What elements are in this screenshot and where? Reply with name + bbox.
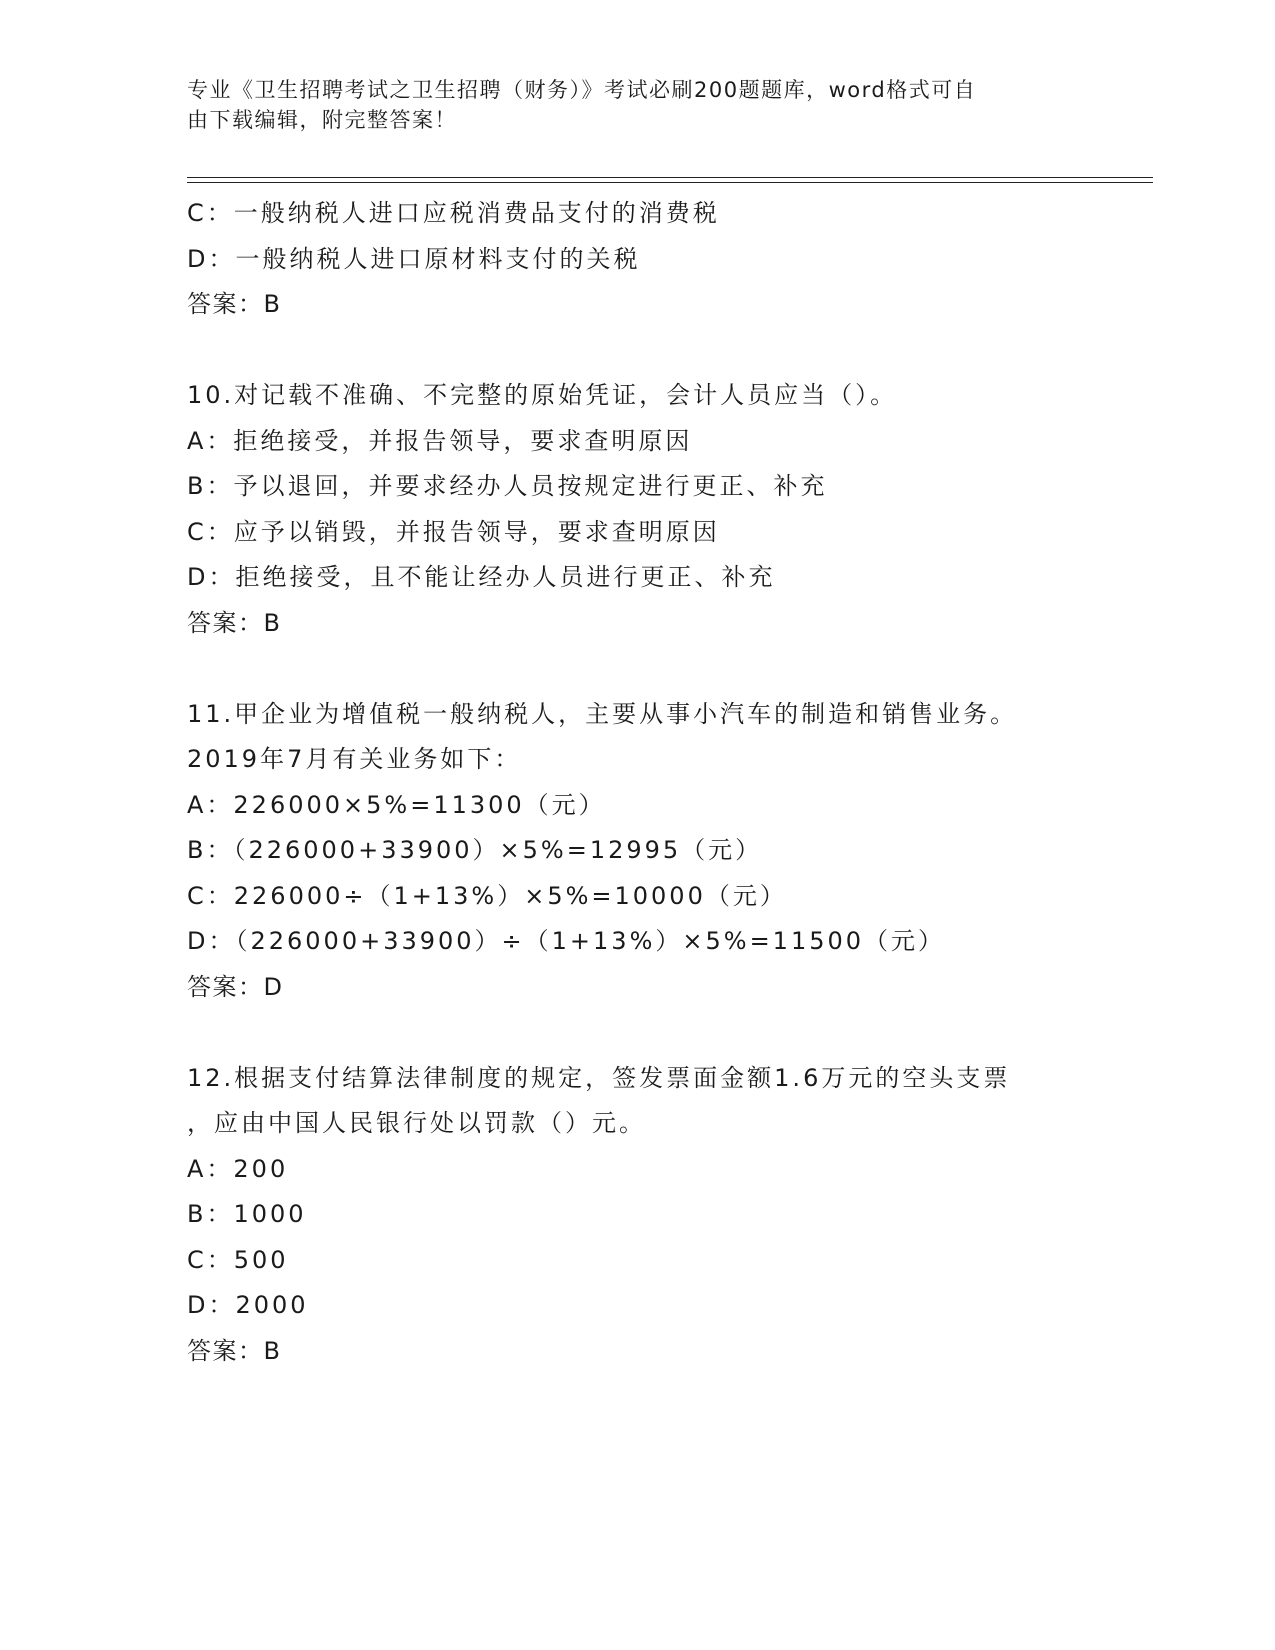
question-10 xyxy=(187,373,1187,646)
question-11-answer: 答案：D xyxy=(187,972,284,1001)
question-11-stem-line-1: 11.甲企业为增值税一般纳税人，主要从事小汽车的制造和销售业务。 xyxy=(187,699,1018,728)
question-12-option-b: B：1000 xyxy=(187,1200,307,1228)
question-list xyxy=(187,191,1187,1374)
question-11-stem-line-2: 2019年7月有关业务如下： xyxy=(187,745,522,773)
question-11-option-d: D：（226000+33900）÷（1+13%）×5%=11500（元） xyxy=(187,927,946,955)
question-10-option-c: C：应予以销毁，并报告领导，要求查明原因 xyxy=(187,517,720,546)
question-11 xyxy=(187,692,1187,1011)
question-10-answer: 答案：B xyxy=(187,608,282,637)
question-12-option-a: A：200 xyxy=(187,1154,289,1183)
question-10-stem: 10.对记载不准确、不完整的原始凭证，会计人员应当（）。 xyxy=(187,381,898,409)
question-11-option-a: A：226000×5%=11300（元） xyxy=(187,790,606,819)
header-divider-bottom xyxy=(187,182,1153,183)
question-12-option-c: C：500 xyxy=(187,1245,289,1274)
question-9-option-d: D：一般纳税人进口原材料支付的关税 xyxy=(187,244,641,273)
spacer xyxy=(187,1010,1187,1056)
header-title-line-1: 专业《卫生招聘考试之卫生招聘（财务）》考试必刷200题题库，word格式可自 xyxy=(187,78,977,102)
header-divider-top xyxy=(187,177,1153,178)
question-10-option-b: B：予以退回，并要求经办人员按规定进行更正、补充 xyxy=(187,472,828,500)
header-title-line-2: 由下载编辑，附完整答案！ xyxy=(187,108,457,132)
question-10-option-a: A：拒绝接受，并报告领导，要求查明原因 xyxy=(187,426,693,455)
question-11-option-b: B：（226000+33900）×5%=12995（元） xyxy=(187,836,763,864)
question-10-option-d: D：拒绝接受，且不能让经办人员进行更正、补充 xyxy=(187,563,776,591)
document-header xyxy=(187,75,1067,135)
question-9-answer: 答案：B xyxy=(187,290,282,318)
question-9 xyxy=(187,191,1187,328)
question-12-stem-line-1: 12.根据支付结算法律制度的规定，签发票面金额1.6万元的空头支票 xyxy=(187,1063,1011,1092)
question-12 xyxy=(187,1056,1187,1375)
question-12-option-d: D：2000 xyxy=(187,1291,309,1319)
question-9-option-c: C：一般纳税人进口应税消费品支付的消费税 xyxy=(187,199,720,227)
spacer xyxy=(187,646,1187,692)
question-11-option-c: C：226000÷（1+13%）×5%=10000（元） xyxy=(187,881,787,910)
question-12-answer: 答案：B xyxy=(187,1336,282,1365)
question-12-stem-line-2: ，应由中国人民银行处以罚款（）元。 xyxy=(187,1109,646,1137)
spacer xyxy=(187,328,1187,374)
